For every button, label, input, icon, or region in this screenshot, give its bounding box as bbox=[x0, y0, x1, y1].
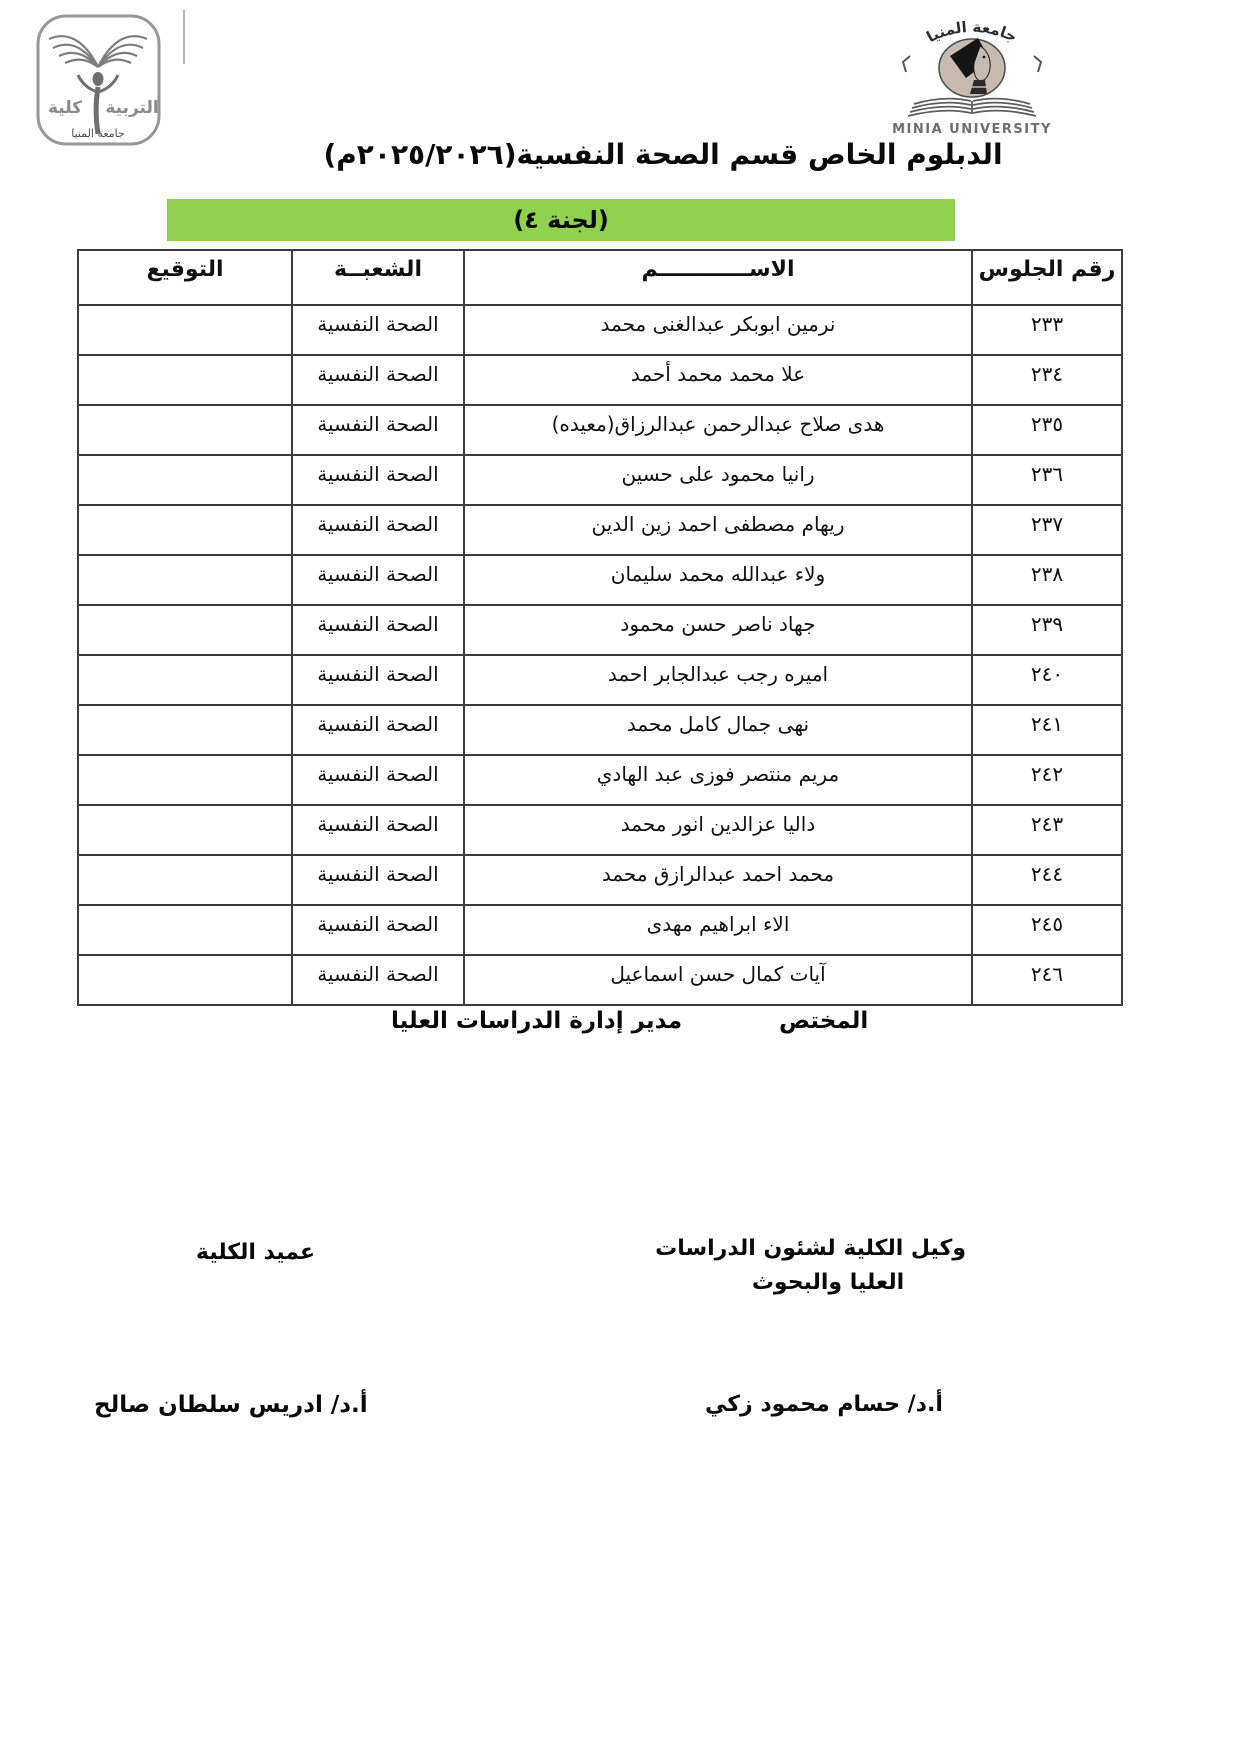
signature-cell bbox=[78, 855, 292, 905]
vice-dean-title bbox=[655, 1232, 966, 1300]
signature-cell bbox=[78, 355, 292, 405]
university-english-name: MINIA UNIVERSITY bbox=[892, 122, 1052, 137]
dean-title: عميد الكلية bbox=[196, 1240, 316, 1265]
signature-cell bbox=[78, 955, 292, 1005]
signature-cell bbox=[78, 655, 292, 705]
faculty-word-right: التربية bbox=[105, 98, 159, 118]
minia-university-logo bbox=[886, 8, 1058, 138]
table-row bbox=[78, 605, 1122, 655]
table-row bbox=[78, 305, 1122, 355]
table-row bbox=[78, 505, 1122, 555]
committee-banner-label: (لجنة ٤) bbox=[513, 206, 609, 234]
signature-cell bbox=[78, 905, 292, 955]
table-row bbox=[78, 655, 1122, 705]
seat-number-cell: ٢٣٧ bbox=[972, 505, 1122, 555]
seat-number-cell: ٢٣٣ bbox=[972, 305, 1122, 355]
table-row bbox=[78, 555, 1122, 605]
table-row bbox=[78, 905, 1122, 955]
university-arabic-name: جامعة المنيا bbox=[923, 17, 1021, 47]
table-row bbox=[78, 955, 1122, 1005]
dean-name: أ.د/ ادريس سلطان صالح bbox=[94, 1392, 368, 1418]
section-cell: الصحة النفسية bbox=[292, 905, 464, 955]
seat-number-header: رقم الجلوس bbox=[972, 250, 1122, 305]
vice-dean-title-line2: العليا والبحوث bbox=[751, 1270, 905, 1296]
section-cell: الصحة النفسية bbox=[292, 855, 464, 905]
section-cell: الصحة النفسية bbox=[292, 305, 464, 355]
student-name-cell: مريم منتصر فوزى عبد الهادي bbox=[464, 755, 972, 805]
table-row bbox=[78, 805, 1122, 855]
seat-number-cell: ٢٣٩ bbox=[972, 605, 1122, 655]
table-row bbox=[78, 405, 1122, 455]
signature-cell bbox=[78, 405, 292, 455]
section-cell: الصحة النفسية bbox=[292, 705, 464, 755]
seat-number-cell: ٢٤٦ bbox=[972, 955, 1122, 1005]
student-name-cell: ولاء عبدالله محمد سليمان bbox=[464, 555, 972, 605]
section-cell: الصحة النفسية bbox=[292, 355, 464, 405]
university-logo-graphic bbox=[886, 8, 1058, 138]
student-name-header: الاســــــــــــم bbox=[464, 250, 972, 305]
section-cell: الصحة النفسية bbox=[292, 505, 464, 555]
section-cell: الصحة النفسية bbox=[292, 405, 464, 455]
section-header: الشعبــة bbox=[292, 250, 464, 305]
book-lines-icon bbox=[908, 99, 1036, 116]
seat-number-cell: ٢٣٨ bbox=[972, 555, 1122, 605]
table-row bbox=[78, 455, 1122, 505]
signature-cell bbox=[78, 705, 292, 755]
seat-number-cell: ٢٤٤ bbox=[972, 855, 1122, 905]
section-cell: الصحة النفسية bbox=[292, 555, 464, 605]
seat-number-cell: ٢٤٥ bbox=[972, 905, 1122, 955]
student-name-cell: ريهام مصطفى احمد زين الدين bbox=[464, 505, 972, 555]
signature-cell bbox=[78, 555, 292, 605]
director-of-graduate-studies-label: مدير إدارة الدراسات العليا bbox=[391, 1008, 683, 1034]
student-name-cell: نرمين ابوبكر عبدالغنى محمد bbox=[464, 305, 972, 355]
student-name-cell: رانيا محمود على حسين bbox=[464, 455, 972, 505]
seat-number-cell: ٢٣٦ bbox=[972, 455, 1122, 505]
seat-number-cell: ٢٣٥ bbox=[972, 405, 1122, 455]
signature-cell bbox=[78, 755, 292, 805]
faculty-subtitle: جامعة المنيا bbox=[71, 127, 125, 140]
seat-number-cell: ٢٤٢ bbox=[972, 755, 1122, 805]
section-cell: الصحة النفسية bbox=[292, 655, 464, 705]
nefertiti-icon bbox=[939, 38, 1005, 97]
table-row bbox=[78, 855, 1122, 905]
student-name-cell: الاء ابراهيم مهدى bbox=[464, 905, 972, 955]
section-cell: الصحة النفسية bbox=[292, 955, 464, 1005]
table-row bbox=[78, 705, 1122, 755]
section-cell: الصحة النفسية bbox=[292, 455, 464, 505]
faculty-logo-graphic bbox=[34, 10, 186, 152]
signature-cell bbox=[78, 455, 292, 505]
section-cell: الصحة النفسية bbox=[292, 805, 464, 855]
vice-dean-name: أ.د/ حسام محمود زكي bbox=[705, 1392, 943, 1417]
student-name-cell: جهاد ناصر حسن محمود bbox=[464, 605, 972, 655]
seat-number-cell: ٢٤٣ bbox=[972, 805, 1122, 855]
student-name-cell: آيات كمال حسن اسماعيل bbox=[464, 955, 972, 1005]
faculty-word-left: كلية bbox=[47, 98, 83, 118]
student-name-cell: هدى صلاح عبدالرحمن عبدالرزاق(معيده) bbox=[464, 405, 972, 455]
page-title: الدبلوم الخاص قسم الصحة النفسية(٢٠٢٥/٢٠٢٦م) bbox=[323, 138, 1003, 171]
table-row bbox=[78, 755, 1122, 805]
vice-dean-title-line1: وكيل الكلية لشئون الدراسات bbox=[655, 1236, 966, 1261]
seat-number-cell: ٢٣٤ bbox=[972, 355, 1122, 405]
table-header-row bbox=[78, 250, 1122, 305]
faculty-of-education-logo bbox=[34, 10, 186, 152]
student-name-cell: محمد احمد عبدالرازق محمد bbox=[464, 855, 972, 905]
scan-artifact-line bbox=[183, 10, 185, 64]
signature-cell bbox=[78, 305, 292, 355]
seat-number-cell: ٢٤٠ bbox=[972, 655, 1122, 705]
student-name-cell: داليا عزالدين انور محمد bbox=[464, 805, 972, 855]
section-cell: الصحة النفسية bbox=[292, 605, 464, 655]
signature-cell bbox=[78, 805, 292, 855]
section-cell: الصحة النفسية bbox=[292, 755, 464, 805]
signature-header: التوقيع bbox=[78, 250, 292, 305]
signature-cell bbox=[78, 605, 292, 655]
student-name-cell: نهى جمال كامل محمد bbox=[464, 705, 972, 755]
open-book-icon bbox=[49, 36, 147, 67]
students-table bbox=[77, 249, 1123, 1006]
committee-banner bbox=[167, 199, 955, 241]
specialist-label: المختص bbox=[779, 1008, 869, 1034]
student-name-cell: علا محمد محمد أحمد bbox=[464, 355, 972, 405]
student-name-cell: اميره رجب عبدالجابر احمد bbox=[464, 655, 972, 705]
signature-cell bbox=[78, 505, 292, 555]
seat-number-cell: ٢٤١ bbox=[972, 705, 1122, 755]
table-row bbox=[78, 355, 1122, 405]
